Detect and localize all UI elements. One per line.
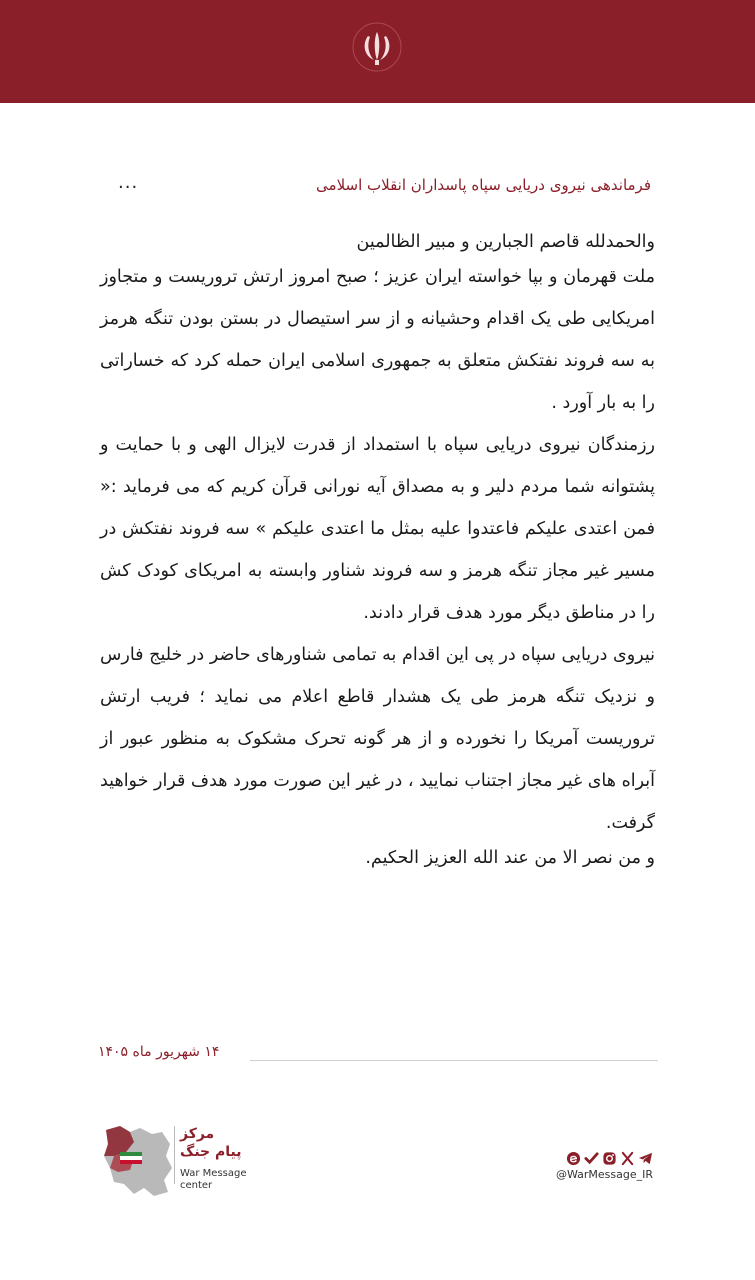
iran-map-icon — [100, 1122, 180, 1202]
closing-line: و من نصر الا من عند الله العزیز الحکیم. — [365, 848, 655, 868]
x-icon[interactable] — [620, 1151, 635, 1166]
logo-divider — [174, 1126, 175, 1184]
war-message-center-logo — [100, 1122, 260, 1202]
social-icons-row — [566, 1148, 653, 1168]
date-divider — [250, 1060, 658, 1061]
opening-line: والحمدلله قاصم الجبارین و مبیر الظالمین — [356, 232, 655, 252]
logo-english-line2: center — [180, 1180, 213, 1191]
more-options-button[interactable]: ... — [118, 172, 139, 193]
paragraph-1: ملت قهرمان و بپا خواسته ایران عزیز ؛ صبح امروز ارتش تروریست و متجاوز امریکایی طی یک اقدام وحشیانه و از سر استیصال در بستن بودن تنگه هرمز به سه فروند نفتکش متعلق به جمهوری اسلامی ایران حمله کرد که خساراتی را به بار آورد . — [100, 267, 655, 413]
logo-english-line1: War Message — [180, 1168, 247, 1179]
header-bar — [0, 0, 755, 103]
iran-emblem-icon — [352, 22, 402, 72]
paragraph-3: نیروی دریایی سپاه در پی این اقدام به تمامی شناورهای حاضر در خلیج فارس و نزدیک تنگه هرمز طی یک هشدار قاطع اعلام می نماید ؛ فریب ارتش تروریست آمریکا را نخورده و از هر گونه تحرک مشکوک به منظور عبور از آبراه های غیر مجاز اجتناب نمایید ، در غیر این صورت مورد هدف قرار خواهید گرفت. — [100, 645, 655, 833]
instagram-icon[interactable] — [602, 1151, 617, 1166]
check-icon[interactable] — [584, 1151, 599, 1166]
statement-body — [100, 228, 655, 872]
logo-title-line1: مرکز — [180, 1126, 215, 1142]
social-links — [533, 1148, 653, 1188]
social-handle: @WarMessage_IR — [555, 1168, 653, 1181]
paragraph-2: رزمندگان نیروی دریایی سپاه با استمداد از قدرت لایزال الهی و با حمایت و پشتوانه شما مردم دلیر و به مصداق آیه نورانی قرآن کریم که می فرماید :« فمن اعتدی علیکم فاعتدوا علیه بمثل ما اعتدی علیکم » سه فروند نفتکش در مسیر غیر مجاز تنگه هرمز و سه فروند شناور وابسته به امریکای کودک کش را در مناطق دیگر مورد هدف قرار دادند. — [100, 435, 655, 623]
logo-title-line2: پیام جنگ — [180, 1144, 242, 1160]
telegram-icon[interactable] — [638, 1151, 653, 1166]
eitaa-icon[interactable] — [566, 1151, 581, 1166]
document-title: فرماندهی نیروی دریایی سپاه پاسداران انقلاب اسلامی — [316, 176, 651, 194]
document-date: ۱۴ شهریور ماه ۱۴۰۵ — [98, 1044, 220, 1060]
